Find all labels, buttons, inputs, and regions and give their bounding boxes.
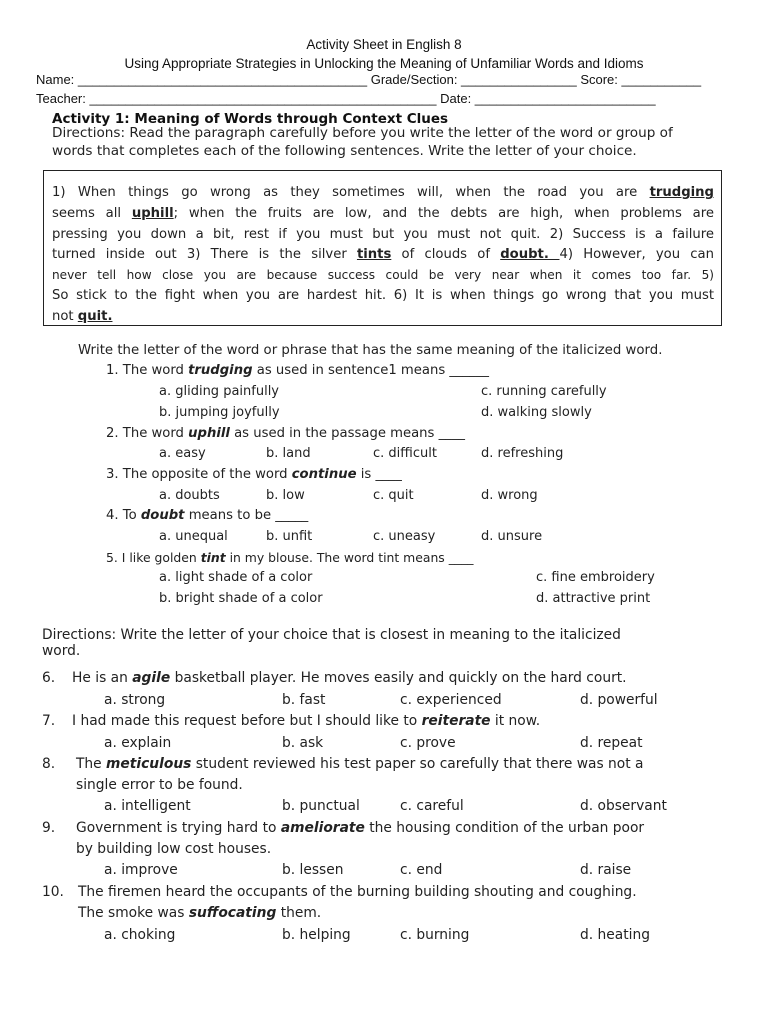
- question-8-number: 8.: [42, 756, 56, 772]
- q3-option-a[interactable]: a. doubts: [159, 488, 220, 503]
- question-8-line-2: single error to be found.: [76, 777, 243, 793]
- keyword-uphill: uphill: [131, 206, 174, 221]
- q1-option-a[interactable]: a. gliding painfully: [159, 384, 279, 399]
- q1-option-d[interactable]: d. walking slowly: [481, 405, 592, 420]
- q7-option-d[interactable]: d. repeat: [580, 735, 643, 751]
- part2-directions-line-1: Directions: Write the letter of your choice that is closest in meaning to the italicized: [42, 627, 621, 643]
- q3-option-c[interactable]: c. quit: [373, 488, 414, 503]
- part1-instruction: Write the letter of the word or phrase that has the same meaning of the italicized word.: [78, 343, 663, 358]
- question-5: 5. I like golden tint in my blouse. The word tint means ____: [106, 550, 474, 565]
- q1-option-c[interactable]: c. running carefully: [481, 384, 607, 399]
- keyword-quit: quit.: [77, 309, 113, 324]
- passage-line: not quit.: [52, 309, 113, 324]
- question-9-number: 9.: [42, 820, 56, 836]
- question-7: I had made this request before but I should like to reiterate it now.: [72, 713, 541, 729]
- passage-line: never tell how close you are because success could be very near when it comes too far. 5): [52, 268, 714, 282]
- q2-option-c[interactable]: c. difficult: [373, 446, 437, 461]
- q4-option-d[interactable]: d. unsure: [481, 529, 543, 544]
- q8-option-d[interactable]: d. observant: [580, 798, 667, 814]
- q10-option-b[interactable]: b. helping: [282, 927, 351, 943]
- question-3: 3. The opposite of the word continue is ____: [106, 467, 402, 482]
- q6-option-a[interactable]: a. strong: [104, 692, 166, 708]
- q2-option-d[interactable]: d. refreshing: [481, 446, 564, 461]
- sheet-title: Activity Sheet in English 8: [306, 37, 462, 52]
- q9-option-a[interactable]: a. improve: [104, 862, 178, 878]
- question-10: The firemen heard the occupants of the burning building shouting and coughing.: [78, 884, 637, 900]
- q9-option-d[interactable]: d. raise: [580, 862, 632, 878]
- keyword-trudging: trudging: [649, 185, 714, 200]
- q10-option-a[interactable]: a. choking: [104, 927, 176, 943]
- q3-option-b[interactable]: b. low: [266, 488, 305, 503]
- sheet-subtitle: Using Appropriate Strategies in Unlocking the Meaning of Unfamiliar Words and Idioms: [124, 56, 644, 71]
- q9-option-b[interactable]: b. lessen: [282, 862, 344, 878]
- q6-option-c[interactable]: c. experienced: [400, 692, 502, 708]
- activity-heading: Activity 1: Meaning of Words through Context Clues: [52, 111, 449, 127]
- q5-option-b[interactable]: b. bright shade of a color: [159, 591, 323, 606]
- q6-option-d[interactable]: d. powerful: [580, 692, 658, 708]
- q1-option-b[interactable]: b. jumping joyfully: [159, 405, 280, 420]
- passage-line: pressing you down a bit, rest if you must but you must not quit. 2) Success is a failure: [52, 227, 714, 242]
- activity-directions-line-2: words that completes each of the following sentences. Write the letter of your choice.: [52, 143, 637, 159]
- q9-option-c[interactable]: c. end: [400, 862, 443, 878]
- q4-option-b[interactable]: b. unfit: [266, 529, 313, 544]
- keyword-doubt: doubt.: [500, 247, 560, 262]
- keyword-tints: tints: [356, 247, 392, 262]
- q5-option-d[interactable]: d. attractive print: [536, 591, 651, 606]
- passage-line: So stick to the fight when you are hardest hit. 6) It is when things go wrong that you must: [52, 288, 714, 303]
- q8-option-b[interactable]: b. punctual: [282, 798, 360, 814]
- q5-option-c[interactable]: c. fine embroidery: [536, 570, 655, 585]
- question-6-number: 6.: [42, 670, 56, 686]
- q8-option-c[interactable]: c. careful: [400, 798, 464, 814]
- question-6: He is an agile basketball player. He moves easily and quickly on the hard court.: [72, 670, 627, 686]
- question-10-line-2: The smoke was suffocating them.: [78, 905, 322, 921]
- q2-option-b[interactable]: b. land: [266, 446, 311, 461]
- question-10-number: 10.: [42, 884, 64, 900]
- q10-option-c[interactable]: c. burning: [400, 927, 470, 943]
- passage-line: 1) When things go wrong as they sometimes will, when the road you are trudging: [52, 185, 714, 200]
- part2-directions-line-2: word.: [42, 643, 81, 659]
- question-7-number: 7.: [42, 713, 56, 729]
- q4-option-a[interactable]: a. unequal: [159, 529, 228, 544]
- question-1: 1. The word trudging as used in sentence1 means ______: [106, 363, 489, 378]
- q8-option-a[interactable]: a. intelligent: [104, 798, 191, 814]
- teacher-date-line: Teacher: ________________________________________________ Date: _________________________: [36, 91, 656, 106]
- q3-option-d[interactable]: d. wrong: [481, 488, 538, 503]
- q5-option-a[interactable]: a. light shade of a color: [159, 570, 313, 585]
- name-grade-score-line: Name: ________________________________________ Grade/Section: ________________ Score: ___________: [36, 72, 702, 87]
- question-8: The meticulous student reviewed his test paper so carefully that there was not a: [76, 756, 644, 772]
- passage-line: turned inside out 3) There is the silver tints of clouds of doubt. 4) However, you can: [52, 247, 714, 262]
- q4-option-c[interactable]: c. uneasy: [373, 529, 436, 544]
- q7-option-a[interactable]: a. explain: [104, 735, 172, 751]
- question-9-line-2: by building low cost houses.: [76, 841, 272, 857]
- q10-option-d[interactable]: d. heating: [580, 927, 650, 943]
- q7-option-b[interactable]: b. ask: [282, 735, 324, 751]
- question-4: 4. To doubt means to be _____: [106, 508, 309, 523]
- activity-directions-line-1: Directions: Read the paragraph carefully before you write the letter of the word or group of: [52, 125, 673, 141]
- question-9: Government is trying hard to ameliorate the housing condition of the urban poor: [76, 820, 645, 836]
- q6-option-b[interactable]: b. fast: [282, 692, 326, 708]
- q2-option-a[interactable]: a. easy: [159, 446, 206, 461]
- passage-line: seems all uphill; when the fruits are low, and the debts are high, when problems are: [52, 206, 714, 221]
- q7-option-c[interactable]: c. prove: [400, 735, 456, 751]
- question-2: 2. The word uphill as used in the passage means ____: [106, 426, 465, 441]
